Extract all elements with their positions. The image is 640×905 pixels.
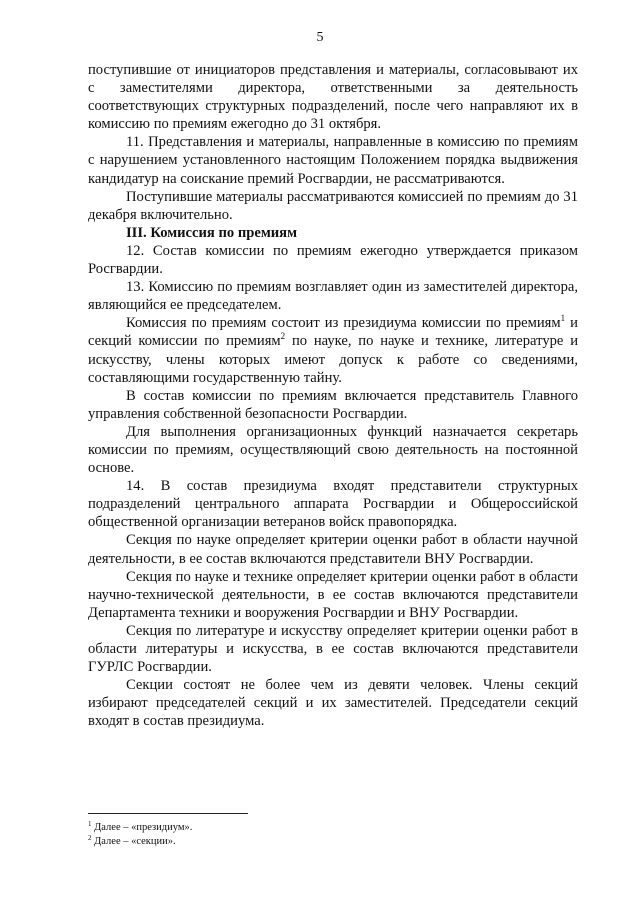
footnote-ref-1: 1 bbox=[560, 313, 566, 324]
footnote-ref-2: 2 bbox=[280, 331, 286, 342]
structure-text-c: по науке, по науке и технике, литературе и искусству, члены которых имеют допуск к работе со сведениями, составляющими государственную тайну. bbox=[88, 333, 579, 386]
section-heading: III. Комиссия по премиям bbox=[126, 224, 298, 241]
footnote-text: Далее – «президиум». bbox=[91, 822, 193, 833]
page-number: 5 bbox=[316, 30, 324, 45]
footnote-divider bbox=[88, 813, 248, 814]
footnote-text: Далее – «секции». bbox=[91, 836, 176, 847]
paragraph-11: 11. Представления и материалы, направленные в комиссию по премиям с нарушением установленного настоящим Положением порядка выдвижения кандидатур на соискание премий Росгвардии, не рассматриваются. bbox=[88, 134, 578, 187]
document-body bbox=[88, 61, 578, 730]
footnote-mark: 2 bbox=[88, 834, 92, 842]
paragraph-security-rep: В состав комиссии по премиям включается представитель Главного управления собственной безопасности Росгвардии. bbox=[88, 387, 578, 422]
footnote-mark: 1 bbox=[88, 820, 92, 828]
paragraph-tech-section: Секция по науке и технике определяет критерии оценки работ в области научно-технической деятельности, в ее состав включаются представители Департамента техники и вооружения Росгвардии и ВНУ Росгвардии. bbox=[88, 568, 578, 621]
paragraph-13: 13. Комиссию по премиям возглавляет один из заместителей директора, являющийся ее председателем. bbox=[88, 279, 578, 314]
footnotes bbox=[88, 821, 388, 849]
paragraph-literature-section: Секция по литературе и искусству определяет критерии оценки работ в области литературы и искусства, в ее состав включаются представители ГУРЛС Росгвардии. bbox=[88, 622, 578, 676]
paragraph-deadline: Поступившие материалы рассматриваются комиссией по премиям до 31 декабря включительно. bbox=[88, 188, 578, 223]
structure-text-a: Комиссия по премиям состоит из президиума комиссии по премиям bbox=[126, 315, 561, 332]
paragraph-12: 12. Состав комиссии по премиям ежегодно утверждается приказом Росгвардии. bbox=[88, 242, 578, 278]
footnote-2 bbox=[88, 835, 388, 849]
paragraph-continuation: поступившие от инициаторов представления и материалы, согласовывают их с заместителями директора, ответственными за деятельность соответствующих структурных подразделений, после чего направляют их в комиссию по премиям ежегодно до 31 октября. bbox=[88, 62, 578, 133]
footnote-1 bbox=[88, 821, 388, 835]
paragraph-secretary: Для выполнения организационных функций назначается секретарь комиссии по премиям, осуществляющий свою деятельность на постоянной основе. bbox=[88, 423, 578, 477]
structure-text-b: и секций комиссии по премиям bbox=[88, 315, 578, 350]
paragraph-section-size: Секции состоят не более чем из девяти человек. Члены секций избирают председателей секций и их заместителей. Председатели секций входят в состав президиума. bbox=[88, 677, 578, 730]
paragraph-science-section: Секция по науке определяет критерии оценки работ в области научной деятельности, в ее состав включаются представители ВНУ Росгвардии. bbox=[88, 532, 578, 567]
paragraph-commission-structure bbox=[88, 314, 578, 386]
paragraph-14: 14. В состав президиума входят представители структурных подразделений центрального аппарата Росгвардии и Общероссийской общественной организации ветеранов войск правопорядка. bbox=[88, 478, 578, 531]
